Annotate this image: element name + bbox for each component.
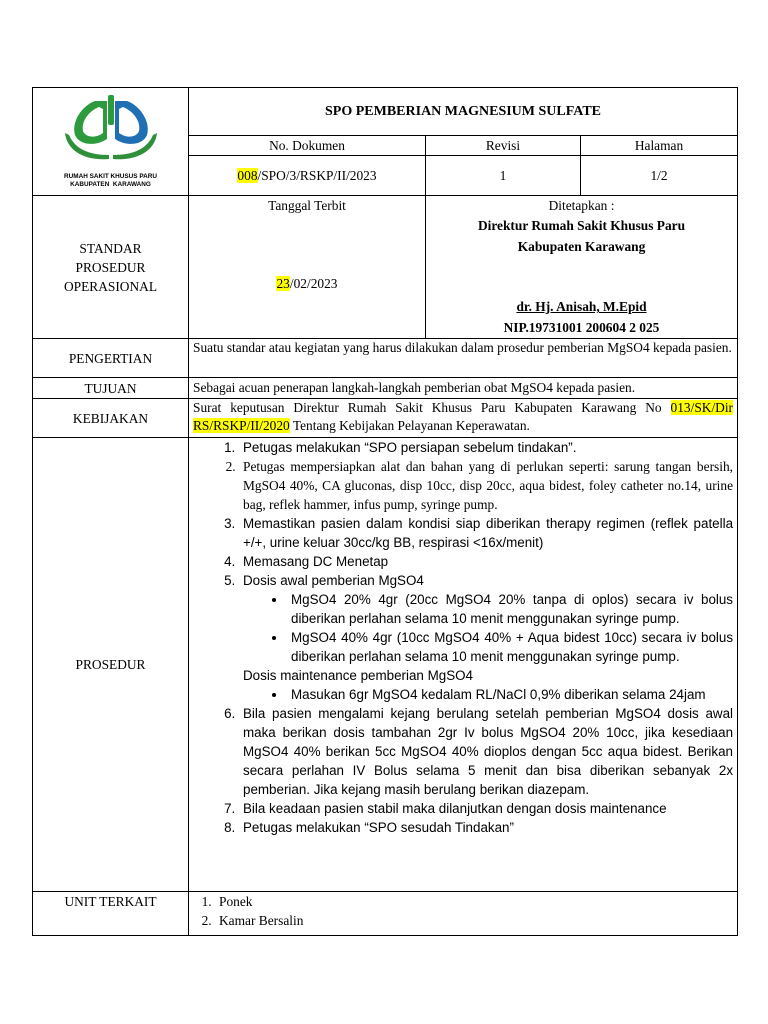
signatory-name: dr. Hj. Anisah, M.Epid [516, 299, 647, 315]
lungs-icon [74, 95, 148, 144]
ditetapkan-label: Ditetapkan : [548, 198, 615, 213]
prosedur-step-5-title: 5. Dosis awal pemberian MgSO4 [243, 573, 424, 589]
spo-label-line2: PROSEDUR [75, 259, 146, 275]
maintenance-item-1: • Masukan 6gr MgSO4 kedalam RL/NaCl 0,9% diberikan selama 24jam [287, 685, 733, 704]
tanggal-terbit-label: Tanggal Terbit [268, 198, 346, 213]
kebijakan-label: KEBIJAKAN [33, 399, 189, 438]
unit-terkait-content [189, 892, 738, 936]
prosedur-step-3: 3. Memastikan pasien dalam kondisi siap diberikan therapy regimen (reflek patella +/+, urine keluar 30cc/kg BB, respirasi <16x/menit) [239, 514, 733, 552]
col-header-revisi: Revisi [426, 136, 581, 156]
kebijakan-text-before: Surat keputusan Direktur Rumah Sakit Khusus Paru Kabupaten Karawang No [193, 400, 671, 416]
nomor-dokumen-highlight: 008 [237, 168, 258, 183]
spo-label [33, 196, 189, 339]
spo-label-line1: STANDAR [79, 240, 142, 256]
dosis-awal-item-1: • MgSO4 20% 4gr (20cc MgSO4 20% tanpa di oplos) secara iv bolus diberikan perlahan selama 10 menit menggunakan syringe pump. [287, 590, 733, 628]
tanggal-highlight: 23 [276, 276, 290, 291]
spo-label-line3: OPERASIONAL [64, 278, 157, 294]
dosis-awal-item-2: • MgSO4 40% 4gr (10cc MgSO4 40% + Aqua bidest 10cc) secara iv bolus diberikan perlahan selama 10 menit menggunakan syringe pump. [287, 628, 733, 666]
col-header-halaman: Halaman [581, 136, 738, 156]
nomor-dokumen [189, 156, 426, 196]
pengertian-label: PENGERTIAN [33, 339, 189, 378]
pengertian-text: Suatu standar atau kegiatan yang harus dilakukan dalam prosedur pemberian MgSO4 kepada pasien. [189, 339, 738, 378]
document-title: SPO PEMBERIAN MAGNESIUM SULFATE [189, 88, 738, 136]
hospital-logo [55, 95, 167, 171]
kebijakan-text-after: Tentang Kebijakan Pelayanan Keperawatan. [289, 418, 530, 434]
unit-terkait-list [193, 892, 733, 930]
maintenance-title: Dosis maintenance pemberian MgSO4 [243, 668, 473, 684]
tanggal-terbit-value [193, 274, 421, 293]
col-header-dokumen: No. Dokumen [189, 136, 426, 156]
ditetapkan-cell [426, 196, 738, 339]
prosedur-step-1: 1. Petugas melakukan “SPO persiapan sebelum tindakan”. [239, 438, 733, 457]
tanggal-terbit-cell [189, 196, 426, 339]
revisi-value: 1 [426, 156, 581, 196]
logo-text-line1: RUMAH SAKIT KHUSUS PARU [64, 172, 157, 180]
prosedur-step-2: 2. Petugas mempersiapkan alat dan bahan yang di perlukan seperti: sarung tangan bersih, MgSO4 40%, CA gluconas, disp 10cc, disp 20cc, aqua bidest, foley catheter no.14, urine bag, reflek hammer, infus pump, syringe pump. [239, 457, 733, 514]
prosedur-step-7: 7. Bila keadaan pasien stabil maka dilanjutkan dengan dosis maintenance [239, 799, 733, 818]
prosedur-steps [193, 438, 733, 837]
tanggal-rest: /02/2023 [289, 276, 338, 291]
direktur-line1: Direktur Rumah Sakit Khusus Paru [477, 218, 686, 234]
prosedur-content [189, 438, 738, 892]
nomor-dokumen-rest: /SPO/3/RSKP/II/2023 [257, 168, 377, 183]
hospital-logo-cell [33, 88, 189, 196]
tujuan-label: TUJUAN [33, 378, 189, 399]
prosedur-step-4: 4. Memasang DC Menetap [239, 552, 733, 571]
direktur-line2: Kabupaten Karawang [517, 238, 646, 254]
tujuan-text: Sebagai acuan penerapan langkah-langkah pemberian obat MgSO4 kepada pasien. [189, 378, 738, 399]
prosedur-step-5 [239, 571, 733, 704]
kebijakan-text [189, 399, 738, 438]
unit-terkait-item-1: 1. Ponek [215, 892, 733, 911]
maintenance-list [243, 685, 733, 704]
logo-text-line2: KABUPATEN KARAWANG [70, 180, 151, 188]
halaman-value: 1/2 [581, 156, 738, 196]
dosis-awal-list [243, 590, 733, 666]
prosedur-step-8: 8. Petugas melakukan “SPO sesudah Tindakan” [239, 818, 733, 837]
unit-terkait-item-2: 2. Kamar Bersalin [215, 911, 733, 930]
prosedur-step-6: 6. Bila pasien mengalami kejang berulang setelah pemberian MgSO4 dosis awal maka berikan dosis tambahan 2gr Iv bolus MgSO4 20% 10cc, jika kesediaan MgSO4 40% berikan 5cc MgSO4 40% dioplos dengan 5cc aqua bidest. Berikan secara perlahan IV Bolus selama 5 menit dan bisa diberikan sebanyak 2x pemberian. Jika kejang masih berulang berikan diazepam. [239, 704, 733, 799]
prosedur-label: PROSEDUR [33, 438, 189, 892]
trachea [108, 95, 114, 125]
signatory-nip: NIP.19731001 200604 2 025 [503, 319, 660, 335]
unit-terkait-label: UNIT TERKAIT [33, 892, 189, 936]
spo-document-table [32, 87, 738, 936]
kebijakan-sk-number: 013/SK/Dir RS/RSKP/II/2020 [193, 400, 734, 434]
